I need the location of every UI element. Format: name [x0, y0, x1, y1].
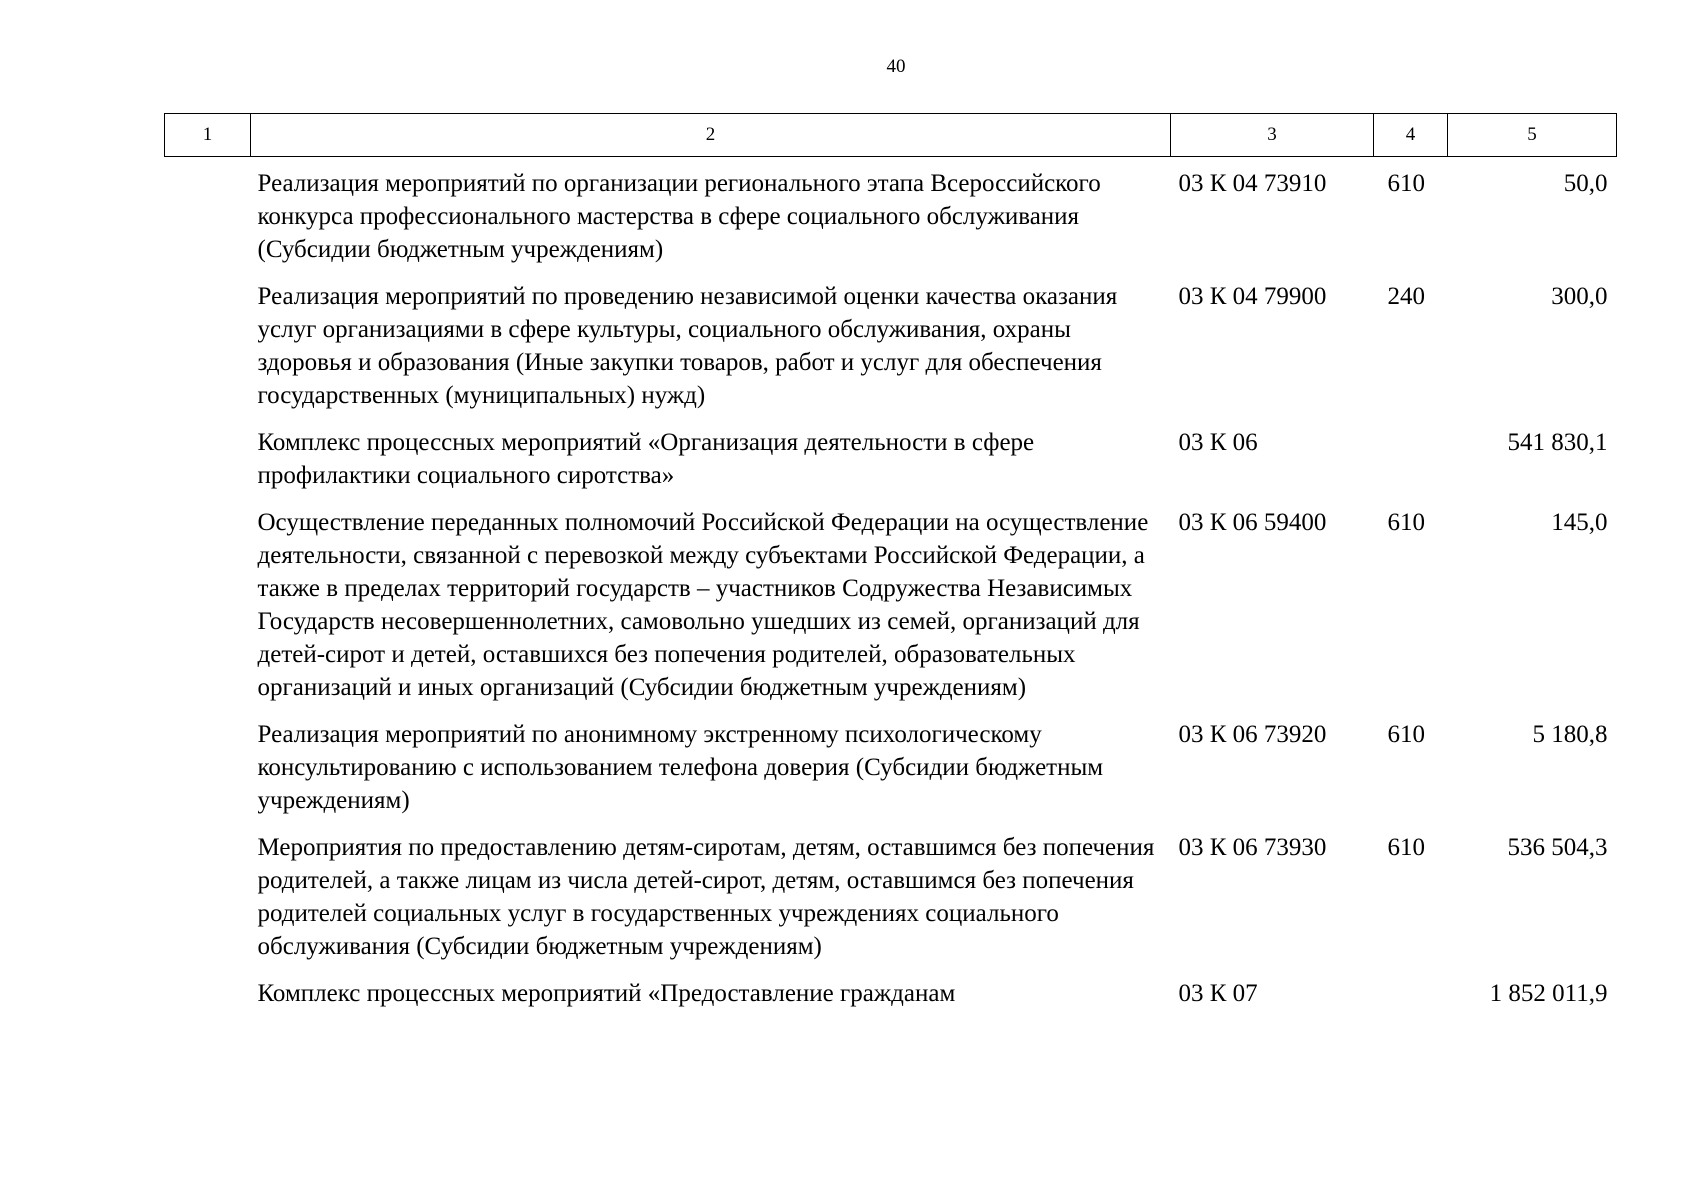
table-row	[165, 963, 1617, 1010]
row-number-cell	[165, 704, 251, 817]
row-name: Комплекс процессных мероприятий «Предоставление гражданам	[257, 980, 956, 1007]
row-amount: 5 180,8	[1532, 721, 1608, 748]
table-row	[165, 266, 1617, 412]
row-code: 03 К 06 73920	[1178, 721, 1327, 748]
table-body	[165, 157, 1617, 1011]
row-amount: 50,0	[1563, 170, 1608, 197]
header-row	[165, 114, 1617, 157]
row-expense-type	[1374, 963, 1448, 1010]
page-number-text: 40	[886, 56, 906, 77]
row-number-cell	[165, 266, 251, 412]
row-name: Реализация мероприятий по проведению независимой оценки качества оказания услуг организациями в сфере культуры, социального обслуживания, охраны здоровья и образования (Иные закупки товаров, работ и услуг для обеспечения государственных (муниципальных) нужд)	[257, 283, 1118, 409]
row-code: 03 К 06 59400	[1178, 509, 1327, 536]
row-amount: 300,0	[1551, 283, 1608, 310]
row-number-cell	[165, 157, 251, 267]
row-expense-type: 610	[1387, 170, 1425, 197]
row-code: 03 К 06	[1178, 429, 1258, 456]
row-expense-type	[1374, 412, 1448, 492]
row-amount: 1 852 011,9	[1489, 980, 1608, 1007]
row-name: Мероприятия по предоставлению детям-сиротам, детям, оставшимся без попечения родителей, а также лицам из числа детей-сирот, детям, оставшимся без попечения родителей социальных услуг в государственных учреждениях социального обслуживания (Субсидии бюджетным учреждениям)	[257, 834, 1155, 960]
row-amount: 145,0	[1551, 509, 1608, 536]
header-col-2: 2	[251, 114, 1171, 157]
budget-table	[164, 113, 1617, 1010]
row-number-cell	[165, 412, 251, 492]
row-number-cell	[165, 492, 251, 704]
row-number-cell	[165, 817, 251, 963]
row-number-cell	[165, 963, 251, 1010]
page-number	[0, 56, 1697, 78]
row-name: Реализация мероприятий по организации регионального этапа Всероссийского конкурса профессионального мастерства в сфере социального обслуживания (Субсидии бюджетным учреждениям)	[257, 170, 1101, 263]
row-expense-type: 610	[1387, 834, 1425, 861]
row-expense-type: 610	[1387, 721, 1425, 748]
row-code: 03 К 04 73910	[1178, 170, 1327, 197]
table-row	[165, 817, 1617, 963]
row-name: Комплекс процессных мероприятий «Организация деятельности в сфере профилактики социального сиротства»	[257, 429, 1035, 489]
row-code: 03 К 06 73930	[1178, 834, 1327, 861]
row-code: 03 К 07	[1178, 980, 1258, 1007]
row-expense-type: 610	[1387, 509, 1425, 536]
header-col-4: 4	[1374, 114, 1448, 157]
table-row	[165, 412, 1617, 492]
row-expense-type: 240	[1387, 283, 1425, 310]
row-name: Реализация мероприятий по анонимному экстренному психологическому консультированию с использованием телефона доверия (Субсидии бюджетным учреждениям)	[257, 721, 1104, 814]
table-row	[165, 157, 1617, 267]
header-col-3: 3	[1171, 114, 1374, 157]
row-amount: 541 830,1	[1507, 429, 1608, 456]
row-amount: 536 504,3	[1507, 834, 1608, 861]
table-row	[165, 492, 1617, 704]
table-row	[165, 704, 1617, 817]
header-col-5: 5	[1448, 114, 1617, 157]
row-name: Осуществление переданных полномочий Российской Федерации на осуществление деятельности, связанной с перевозкой между субъектами Российской Федерации, а также в пределах территорий государств – участников Содружества Независимых Государств несовершеннолетних, самовольно ушедших из семей, организаций для детей-сирот и детей, оставшихся без попечения родителей, образовательных организаций и иных организаций (Субсидии бюджетным учреждениям)	[257, 509, 1149, 701]
row-code: 03 К 04 79900	[1178, 283, 1327, 310]
table-header	[165, 114, 1617, 157]
header-col-1: 1	[165, 114, 251, 157]
